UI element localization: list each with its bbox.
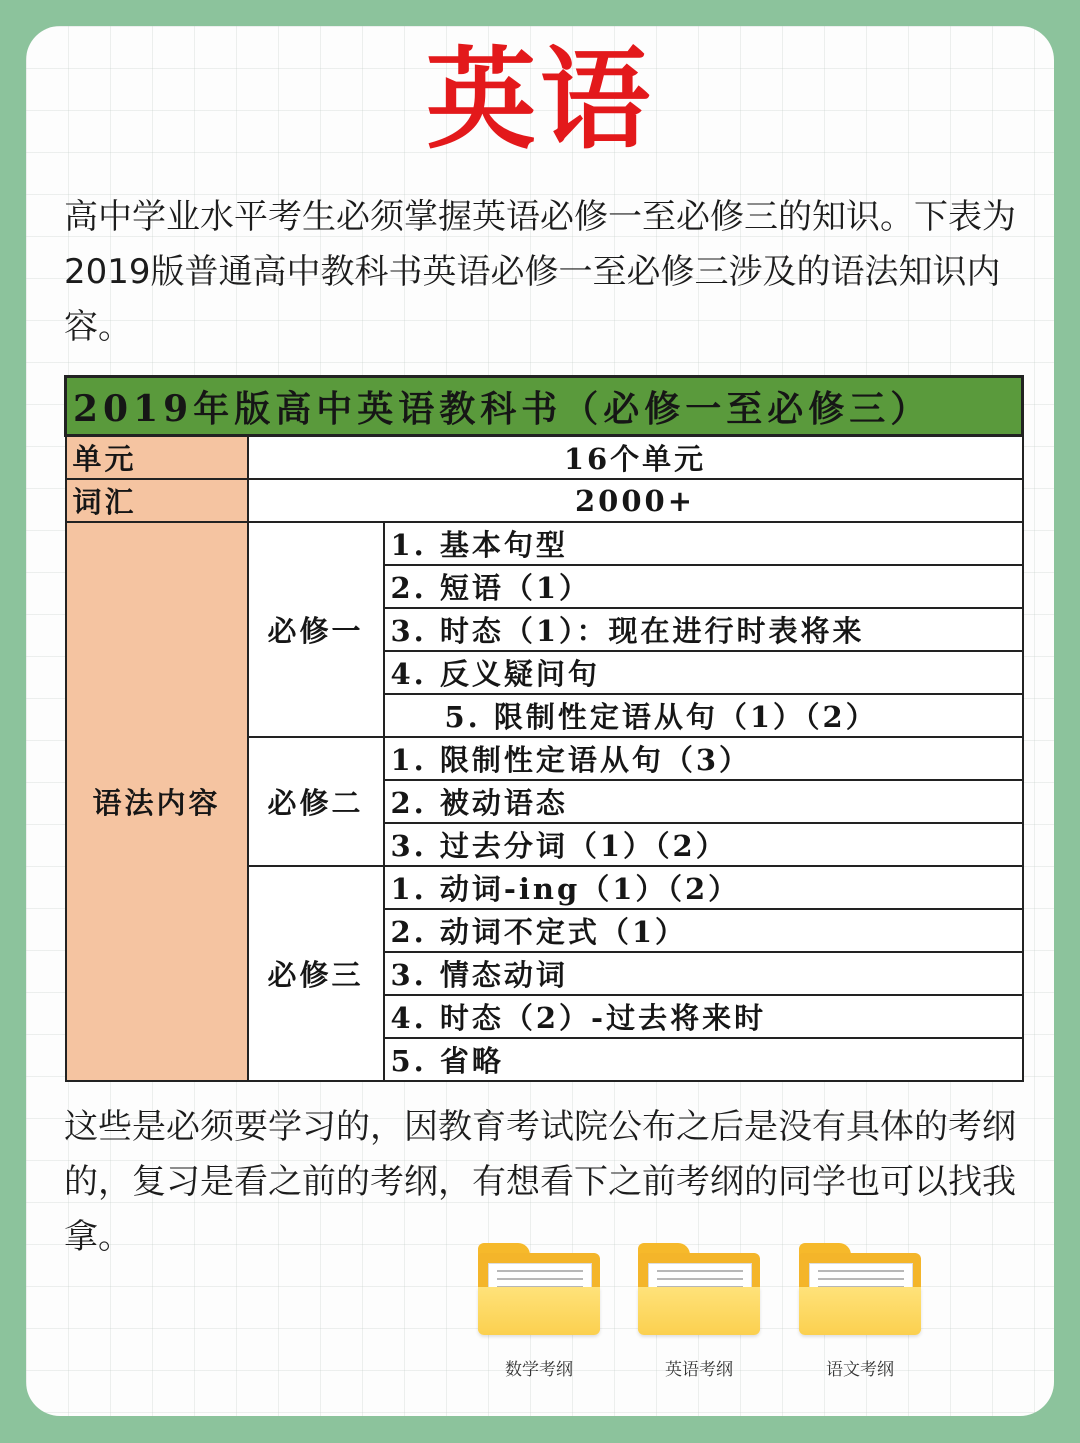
table-header-row <box>66 377 1023 436</box>
grammar-label: 语法内容 <box>66 522 248 1081</box>
folder-list <box>0 1243 1080 1393</box>
module-1-name: 必修一 <box>248 522 384 737</box>
units-value: 16个单元 <box>248 436 1023 480</box>
table-row <box>66 522 1023 565</box>
page-title: 英语 <box>426 36 654 164</box>
folder-label[interactable]: 英语考纲 <box>665 1360 733 1380</box>
intro-paragraph: 高中学业水平考生必须掌握英语必修一至必修三的知识。下表为2019版普通高中教科书英语必修一至必修三涉及的语法知识内容。 <box>64 197 1016 347</box>
grammar-item: 1. 限制性定语从句（3） <box>384 737 1023 780</box>
grammar-item: 3. 情态动词 <box>384 952 1023 995</box>
module-2-name: 必修二 <box>248 737 384 866</box>
grammar-item: 4. 时态（2）-过去将来时 <box>384 995 1023 1038</box>
folder-label[interactable]: 语文考纲 <box>826 1360 894 1380</box>
grammar-item: 2. 动词不定式（1） <box>384 909 1023 952</box>
grammar-item: 4. 反义疑问句 <box>384 651 1023 694</box>
table-title: 2019年版高中英语教科书（必修一至必修三） <box>66 377 1023 436</box>
grammar-item: 2. 被动语态 <box>384 780 1023 823</box>
vocab-label: 词汇 <box>66 479 248 522</box>
module-3-name: 必修三 <box>248 866 384 1081</box>
grammar-item: 5. 省略 <box>384 1038 1023 1081</box>
grammar-item: 2. 短语（1） <box>384 565 1023 608</box>
grammar-item: 1. 动词-ing（1）（2） <box>384 866 1023 909</box>
grammar-item: 3. 时态（1）：现在进行时表将来 <box>384 608 1023 651</box>
grammar-item: 1. 基本句型 <box>384 522 1023 565</box>
table-row <box>66 479 1023 522</box>
table-row <box>66 436 1023 480</box>
units-label: 单元 <box>66 436 248 480</box>
vocab-value: 2000+ <box>248 479 1023 522</box>
outro-paragraph: 这些是必须要学习的，因教育考试院公布之后是没有具体的考纲的，复习是看之前的考纲，有想看下之前考纲的同学也可以找我拿。 <box>64 1107 1016 1257</box>
syllabus-table <box>64 375 1024 1082</box>
grammar-item: 3. 过去分词（1）（2） <box>384 823 1023 866</box>
folder-label[interactable]: 数学考纲 <box>505 1360 573 1380</box>
grammar-item: 5. 限制性定语从句（1）（2） <box>384 694 1023 737</box>
